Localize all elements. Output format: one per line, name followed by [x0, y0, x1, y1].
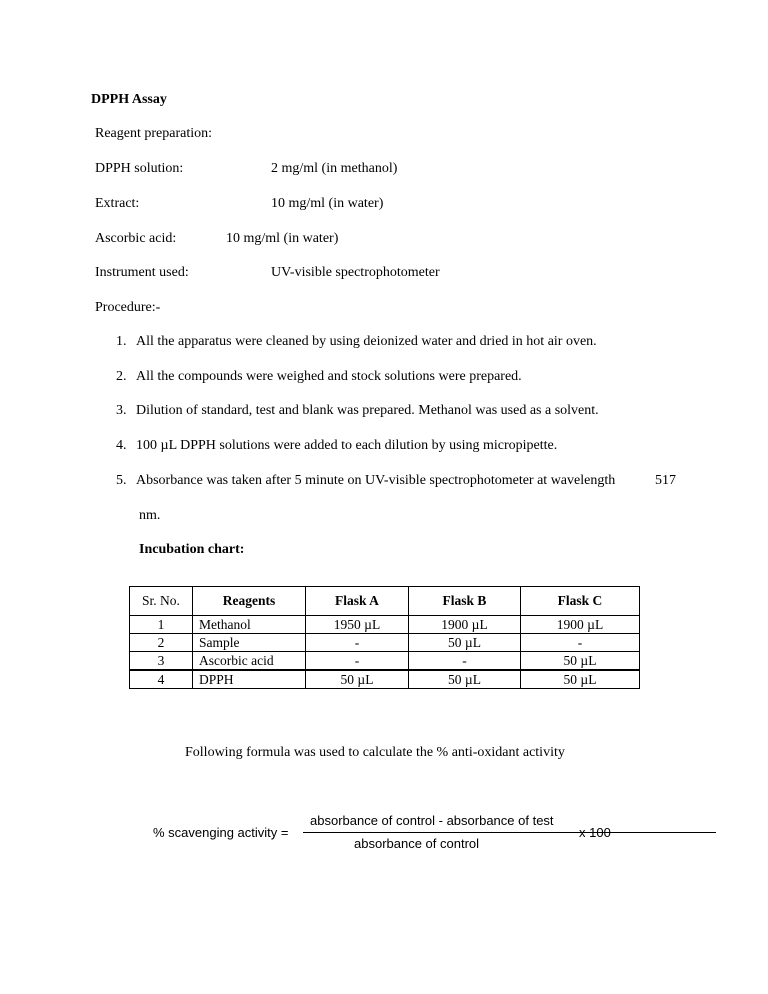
table-cell-flask-c: 50 µL [521, 652, 640, 671]
procedure-step-text: 100 µL DPPH solutions were added to each dilution by using micropipette. [136, 438, 558, 453]
page-title: DPPH Assay [91, 92, 167, 107]
table-cell-reagent: Methanol [193, 616, 306, 634]
procedure-step-text: Absorbance was taken after 5 minute on UV-visible spectrophotometer at wavelength [136, 473, 616, 488]
reagent-preparation-heading: Reagent preparation: [95, 126, 213, 141]
table-cell-flask-a: - [306, 634, 409, 652]
column-header-flask-b: Flask B [409, 587, 521, 616]
reagent-label-ascorbic-acid: Ascorbic acid: [95, 231, 177, 246]
table-cell-reagent: Sample [193, 634, 306, 652]
table-cell-flask-b: - [409, 652, 521, 671]
table-row [130, 652, 640, 671]
table-cell-reagent: DPPH [193, 670, 306, 689]
incubation-chart-table [129, 586, 640, 689]
scavenging-formula [153, 814, 623, 854]
formula-multiplier: x 100 [579, 825, 611, 840]
reagent-value-dpph: 2 mg/ml (in methanol) [271, 161, 398, 176]
table-cell-flask-a: - [306, 652, 409, 671]
reagent-value-ascorbic-acid: 10 mg/ml (in water) [226, 231, 339, 246]
table-row [130, 634, 640, 652]
fraction-bar [303, 832, 716, 833]
procedure-step-number: 4. [116, 438, 127, 453]
reagent-label-dpph: DPPH solution: [95, 161, 184, 176]
reagent-value-extract: 10 mg/ml (in water) [271, 196, 384, 211]
table-cell-flask-c: - [521, 634, 640, 652]
procedure-heading: Procedure:- [95, 300, 161, 315]
table-cell-flask-b: 1900 µL [409, 616, 521, 634]
table-cell-sr-no: 3 [130, 652, 193, 671]
column-header-sr-no: Sr. No. [130, 587, 193, 616]
reagent-value-instrument: UV-visible spectrophotometer [271, 265, 440, 280]
table-cell-reagent: Ascorbic acid [193, 652, 306, 671]
table-cell-sr-no: 1 [130, 616, 193, 634]
table-cell-sr-no: 2 [130, 634, 193, 652]
table-cell-flask-c: 1900 µL [521, 616, 640, 634]
table-cell-sr-no: 4 [130, 670, 193, 689]
wavelength-value: 517 [655, 473, 676, 488]
table-cell-flask-a: 1950 µL [306, 616, 409, 634]
procedure-step-number: 5. [116, 473, 127, 488]
reagent-label-instrument: Instrument used: [95, 265, 189, 280]
table-cell-flask-b: 50 µL [409, 634, 521, 652]
table-row [130, 670, 640, 689]
column-header-reagents: Reagents [193, 587, 306, 616]
table-cell-flask-b: 50 µL [409, 670, 521, 689]
procedure-step-text: All the apparatus were cleaned by using deionized water and dried in hot air oven. [136, 334, 597, 349]
procedure-step-number: 1. [116, 334, 127, 349]
procedure-step-text: All the compounds were weighed and stock solutions were prepared. [136, 369, 522, 384]
procedure-step-text: Dilution of standard, test and blank was prepared. Methanol was used as a solvent. [136, 403, 599, 418]
reagent-label-extract: Extract: [95, 196, 140, 211]
table-row [130, 616, 640, 634]
column-header-flask-c: Flask C [521, 587, 640, 616]
procedure-step-number: 3. [116, 403, 127, 418]
formula-denominator: absorbance of control [354, 836, 480, 851]
table-cell-flask-a: 50 µL [306, 670, 409, 689]
table-cell-flask-c: 50 µL [521, 670, 640, 689]
column-header-flask-a: Flask A [306, 587, 409, 616]
procedure-step-number: 2. [116, 369, 127, 384]
formula-lhs: % scavenging activity = [153, 825, 289, 840]
wavelength-unit: nm. [139, 508, 161, 523]
incubation-chart-heading: Incubation chart: [139, 542, 245, 557]
formula-numerator: absorbance of control - absorbance of test [310, 813, 554, 828]
table-header-row [130, 587, 640, 616]
formula-intro: Following formula was used to calculate the % anti-oxidant activity [185, 745, 565, 760]
